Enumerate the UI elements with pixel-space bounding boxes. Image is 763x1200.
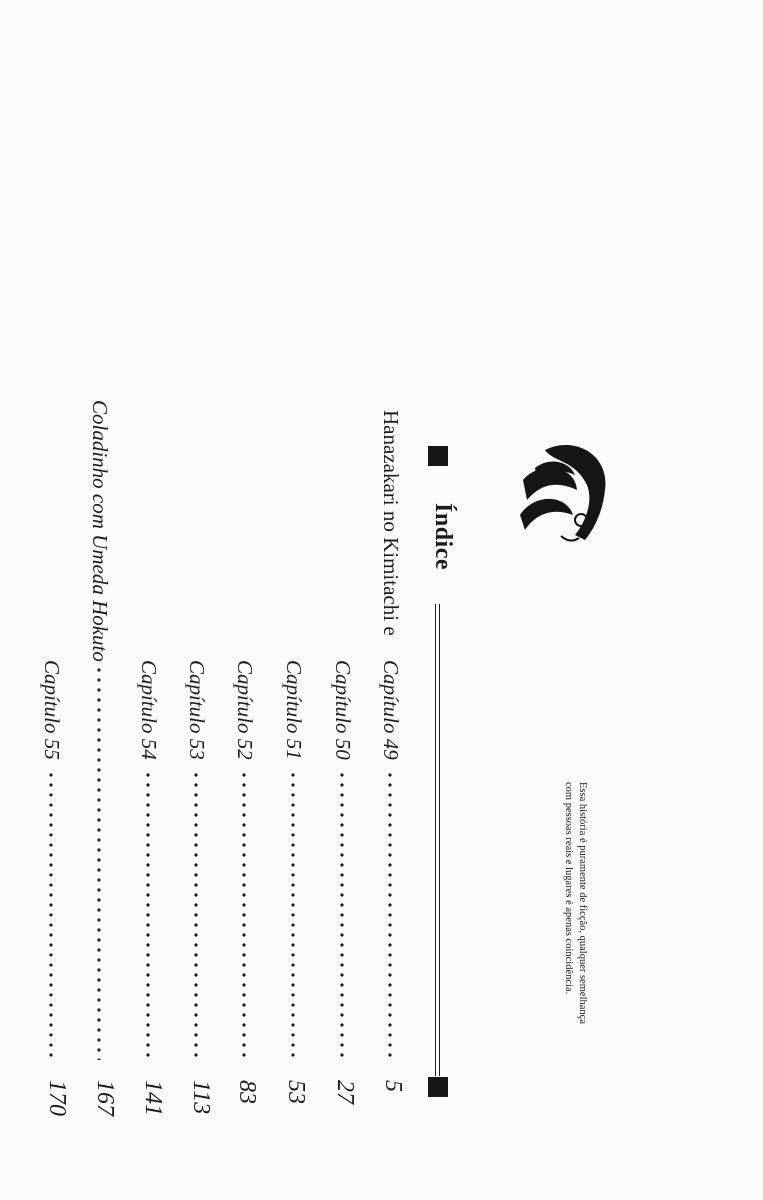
disclaimer-line-2: com pessoas reais e lugares é apenas coincidência. [563, 782, 574, 995]
toc-page-number: 167 [92, 1080, 118, 1116]
toc-entry-label: Capítulo 54 [137, 660, 161, 760]
toc-leader-dots [340, 770, 344, 1060]
toc-leader-dots [146, 770, 150, 1060]
toc-page-number: 141 [140, 1080, 166, 1116]
page-title: Índice [430, 503, 456, 571]
series-title: Hanazakari no Kimitachi e [379, 410, 403, 636]
toc-page-number: 53 [283, 1080, 309, 1104]
toc-page-number: 27 [332, 1080, 358, 1104]
toc-entry-label: Capítulo 52 [233, 660, 257, 760]
toc-page-number: 170 [44, 1080, 70, 1116]
header-square-top [428, 446, 448, 466]
toc-leader-dots [242, 770, 246, 1060]
disclaimer [561, 782, 589, 1024]
header-double-rule [435, 604, 440, 1076]
toc-entry-label: Capítulo 49 [379, 660, 403, 760]
toc-page-number: 5 [380, 1080, 406, 1092]
toc-leader-dots [49, 770, 53, 1060]
toc-page-number: 113 [188, 1080, 214, 1115]
header-square-bottom [428, 1077, 448, 1097]
toc-entry-label: Coladinho com Umeda Hokuto [88, 400, 112, 662]
toc-entry-label: Capítulo 53 [185, 660, 209, 760]
toc-entry-label: Capítulo 50 [331, 660, 355, 760]
toc-page-number: 83 [234, 1080, 260, 1104]
toc-leader-dots [291, 770, 295, 1060]
publisher-logo [515, 440, 615, 550]
toc-leader-dots [388, 770, 392, 1060]
toc-leader-dots [97, 665, 101, 1060]
toc-entry-label: Capítulo 55 [40, 660, 64, 760]
disclaimer-line-1: Essa história é puramente de ficção, qualquer semelhança [577, 782, 588, 1024]
toc-entry-label: Capítulo 51 [282, 660, 306, 760]
toc-leader-dots [194, 770, 198, 1060]
